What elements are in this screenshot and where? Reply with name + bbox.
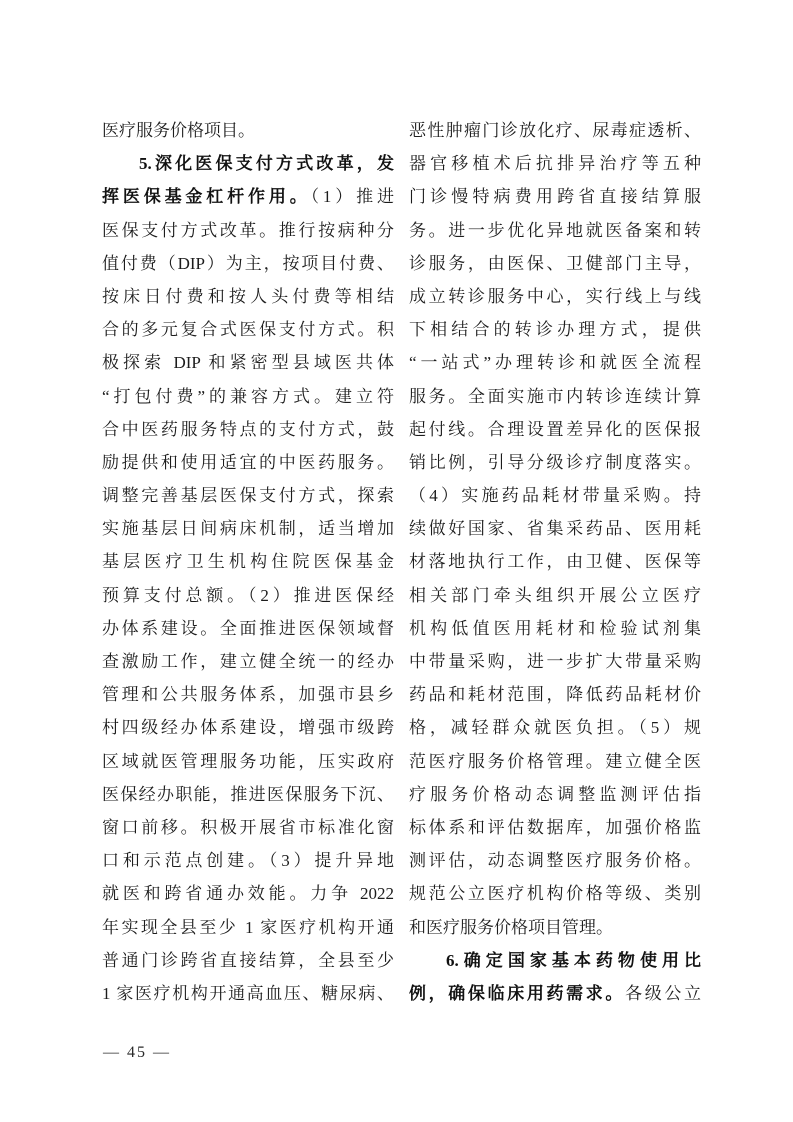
text-segment: （1）推进 [310,187,395,207]
text-segment: 恶性肿瘤门诊放化疗、尿毒症透析、 [409,121,701,140]
text-segment: 区域就医管理服务功能，压实政府 [102,751,394,771]
text-segment: 窗口前移。积极开展省市标准化窗 [102,817,394,837]
text-line [102,247,394,280]
text-segment: 就医和跨省通办效能。力争 2022 [102,884,394,904]
text-line [409,479,701,512]
text-line [409,280,701,313]
text-line [102,745,394,778]
text-segment: 查激励工作，建立健全统一的经办 [102,652,394,671]
text-segment: 材落地执行工作，由卫健、医保等 [409,552,701,572]
text-segment: 普通门诊跨省直接结算，全县至少 [102,950,394,970]
text-line [102,778,394,811]
text-line [102,911,394,944]
text-segment: 调整完善基层医保支付方式，探索 [102,486,394,506]
text-segment: 村四级经办体系建设，增强市级跨 [102,718,394,738]
text-segment: “打包付费”的兼容方式。建立符 [102,386,394,406]
text-line [409,446,701,479]
text-line [409,380,701,413]
text-segment: 各级公立 [625,983,702,1003]
text-segment: 诊服务，由医保、卫健部门主导， [409,253,701,273]
text-segment: 和医疗服务价格项目管理。 [409,917,613,937]
text-segment: 药品和耗材范围，降低药品耗材价 [409,685,701,705]
text-segment: 医保支付方式改革。推行按病种分 [102,220,394,240]
text-line [409,645,701,678]
text-line [409,911,701,944]
text-segment: 医保经办职能，推进医保服务下沉、 [102,784,394,804]
text-line [102,711,394,744]
text-segment: 年实现全县至少 1 家医疗机构开通 [102,917,394,937]
text-line [409,346,701,379]
text-line [102,844,394,877]
text-segment: 成立转诊服务中心，实行线上与线 [409,286,701,306]
text-line [409,147,701,180]
text-segment: 合中医药服务特点的支付方式，鼓 [102,419,394,439]
text-line [409,877,701,910]
text-line [409,711,701,744]
text-segment: “一站式”办理转诊和就医全流程 [409,353,701,373]
text-line [409,678,701,711]
text-segment: 极探索 DIP 和紧密型县域医共体 [102,353,394,373]
text-line [102,512,394,545]
bold-text-segment: 例，确保临床用药需求。 [409,983,626,1003]
text-segment: 基层医疗卫生机构住院医保基金 [102,552,394,572]
text-line [102,346,394,379]
text-line [102,313,394,346]
text-line [409,180,701,213]
text-segment: 办体系建设。全面推进医保领域督 [102,618,394,638]
text-segment: 范医疗服务价格管理。建立健全医 [409,751,701,771]
text-line [102,479,394,512]
text-segment: 值付费（DIP）为主，按项目付费、 [102,253,394,273]
text-line [409,545,701,578]
text-segment: 管理和公共服务体系，加强市县乡 [102,685,394,705]
text-line [409,977,701,1010]
text-segment: 服务。全面实施市内转诊连续计算 [409,386,701,406]
text-line [409,745,701,778]
text-line [409,313,701,346]
text-segment: 测评估，动态调整医疗服务价格。 [409,851,701,871]
text-segment: 格，减轻群众就医负担。（5）规 [409,718,701,738]
text-line [102,579,394,612]
text-segment: 1 家医疗机构开通高血压、糖尿病、 [102,983,394,1003]
text-segment: 合的多元复合式医保支付方式。积 [102,320,394,340]
text-segment: 励提供和使用适宜的中医药服务。 [102,452,394,472]
text-segment: 中带量采购，进一步扩大带量采购 [409,652,701,671]
left-text-column [102,114,394,1010]
text-segment: 续做好国家、省集采药品、医用耗 [409,519,701,539]
text-segment: 门诊慢特病费用跨省直接结算服 [409,187,701,207]
text-line [102,944,394,977]
text-line [409,612,701,645]
text-segment: 起付线。合理设置差异化的医保报 [409,419,701,439]
text-segment: 医疗服务价格项目。 [102,121,255,140]
right-text-column [409,114,701,1010]
text-segment: 相关部门牵头组织开展公立医疗 [409,585,701,605]
text-line [102,678,394,711]
text-line [409,944,701,977]
text-line [102,280,394,313]
text-line [102,380,394,413]
text-line [102,147,394,180]
text-segment: 器官移植术后抗排异治疗等五种 [409,154,701,174]
text-line [102,214,394,247]
text-segment: 疗服务价格动态调整监测评估指 [409,784,701,804]
text-line [102,645,394,678]
text-line [409,413,701,446]
text-segment: 标体系和评估数据库，加强价格监 [409,817,701,837]
text-line [409,512,701,545]
text-line [102,977,394,1010]
text-segment: （4）实施药品耗材带量采购。持 [409,486,701,506]
text-segment: 实施基层日间病床机制，适当增加 [102,519,394,539]
text-line [102,114,394,147]
text-segment: 口和示范点创建。（3）提升异地 [102,851,394,871]
text-line [102,413,394,446]
text-segment: 预算支付总额。（2）推进医保经 [102,585,394,605]
page-number: — 45 — [103,1044,171,1061]
text-line [102,180,394,213]
text-segment: 规范公立医疗机构价格等级、类别 [409,884,701,904]
text-line [409,811,701,844]
text-segment: 务。进一步优化异地就医备案和转 [409,220,701,240]
text-segment: 机构低值医用耗材和检验试剂集 [409,618,701,638]
text-line [102,446,394,479]
text-line [102,811,394,844]
bold-text-segment: 5.深化医保支付方式改革，发 [139,154,394,174]
bold-text-segment: 挥医保基金杠杆作用。 [102,187,311,207]
text-segment: 下相结合的转诊办理方式，提供 [409,320,701,340]
bold-text-segment: 6.确定国家基本药物使用比 [446,950,701,970]
text-line [409,579,701,612]
text-segment: 按床日付费和按人头付费等相结 [102,286,394,306]
text-line [102,877,394,910]
text-line [409,778,701,811]
text-line [409,247,701,280]
text-line [409,844,701,877]
text-line [409,114,701,147]
text-line [409,214,701,247]
text-line [102,612,394,645]
text-line [102,545,394,578]
text-segment: 销比例，引导分级诊疗制度落实。 [409,452,701,472]
